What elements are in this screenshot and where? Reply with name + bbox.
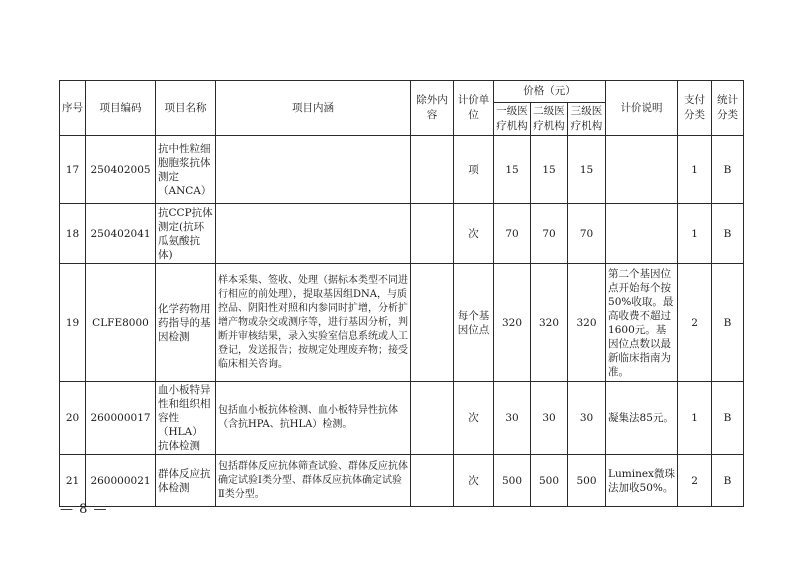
row-price-3: 70: [568, 204, 606, 264]
row-stat: B: [712, 264, 744, 382]
row-unit: 次: [454, 204, 494, 264]
row-payment: 1: [678, 136, 712, 204]
row-name: 抗CCP抗体测定(抗环瓜氨酸抗体): [156, 204, 216, 264]
header-price-level-3: 三级医疗机构: [568, 103, 606, 136]
row-payment: 1: [678, 204, 712, 264]
row-unit: 每个基因位点: [454, 264, 494, 382]
row-price-3: 15: [568, 136, 606, 204]
row-excluded: [411, 382, 454, 455]
row-stat: B: [712, 382, 744, 455]
row-code: CLFE8000: [86, 264, 156, 382]
table-row: [60, 264, 744, 382]
header-content: 项目内涵: [216, 81, 411, 136]
row-payment: 1: [678, 382, 712, 455]
row-content: 包括群体反应抗体筛查试验、群体反应抗体确定试验Ⅰ类分型、群体反应抗体确定试验Ⅱ类分型。: [216, 455, 411, 507]
row-price-1: 15: [494, 136, 531, 204]
header-note: 计价说明: [606, 81, 678, 136]
row-content: [216, 204, 411, 264]
row-unit: 次: [454, 455, 494, 507]
row-code: 250402005: [86, 136, 156, 204]
row-seq: 19: [60, 264, 86, 382]
table-row: [60, 204, 744, 264]
row-excluded: [411, 455, 454, 507]
row-price-1: 30: [494, 382, 531, 455]
price-table: [59, 80, 744, 507]
header-code: 项目编码: [86, 81, 156, 136]
row-stat: B: [712, 204, 744, 264]
row-excluded: [411, 264, 454, 382]
row-content: 样本采集、签收、处理（据标本类型不同进行相应的前处理），提取基因组DNA，与质控品、阴阳性对照和内参同时扩增，分析扩增产物或杂交或测序等，进行基因分析，判断并审核结果，录入实验室信息系统或人工登记，发送报告；按规定处理废弃物；接受临床相关咨询。: [216, 264, 411, 382]
table-row: [60, 136, 744, 204]
row-code: 260000021: [86, 455, 156, 507]
row-content: [216, 136, 411, 204]
row-code: 260000017: [86, 382, 156, 455]
row-unit: 次: [454, 382, 494, 455]
header-stat: 统计分类: [712, 81, 744, 136]
header-excluded: 除外内容: [411, 81, 454, 136]
table-row: [60, 455, 744, 507]
row-excluded: [411, 204, 454, 264]
row-price-3: 320: [568, 264, 606, 382]
row-note: 凝集法85元。: [606, 382, 678, 455]
table-row: [60, 382, 744, 455]
header-price-level-2: 二级医疗机构: [531, 103, 568, 136]
row-price-3: 500: [568, 455, 606, 507]
row-note: [606, 204, 678, 264]
row-seq: 21: [60, 455, 86, 507]
row-price-1: 70: [494, 204, 531, 264]
row-payment: 2: [678, 455, 712, 507]
row-note: 第二个基因位点开始每个按50%收取。最高收费不超过1600元。基因位点数以最新临床指南为准。: [606, 264, 678, 382]
row-price-2: 500: [531, 455, 568, 507]
row-payment: 2: [678, 264, 712, 382]
header-unit: 计价单位: [454, 81, 494, 136]
row-name: 化学药物用药指导的基因检测: [156, 264, 216, 382]
row-name: 抗中性粒细胞胞浆抗体测定（ANCA）: [156, 136, 216, 204]
header-name: 项目名称: [156, 81, 216, 136]
row-seq: 17: [60, 136, 86, 204]
row-price-3: 30: [568, 382, 606, 455]
row-code: 250402041: [86, 204, 156, 264]
row-note: [606, 136, 678, 204]
row-note: Luminex微珠法加收50%。: [606, 455, 678, 507]
row-price-1: 320: [494, 264, 531, 382]
row-price-2: 30: [531, 382, 568, 455]
row-excluded: [411, 136, 454, 204]
row-price-1: 500: [494, 455, 531, 507]
page-number: — 8 —: [60, 502, 108, 517]
row-price-2: 320: [531, 264, 568, 382]
row-seq: 18: [60, 204, 86, 264]
row-price-2: 70: [531, 204, 568, 264]
header-price-level-1: 一级医疗机构: [494, 103, 531, 136]
header-price-group: 价格（元）: [494, 81, 606, 103]
row-name: 群体反应抗体检测: [156, 455, 216, 507]
row-unit: 项: [454, 136, 494, 204]
row-stat: B: [712, 455, 744, 507]
row-price-2: 15: [531, 136, 568, 204]
header-seq: 序号: [60, 81, 86, 136]
row-content: 包括血小板抗体检测、血小板特异性抗体（含抗HPA、抗HLA）检测。: [216, 382, 411, 455]
header-payment: 支付分类: [678, 81, 712, 136]
row-stat: B: [712, 136, 744, 204]
row-name: 血小板特异性和组织相容性（HLA）抗体检测: [156, 382, 216, 455]
row-seq: 20: [60, 382, 86, 455]
